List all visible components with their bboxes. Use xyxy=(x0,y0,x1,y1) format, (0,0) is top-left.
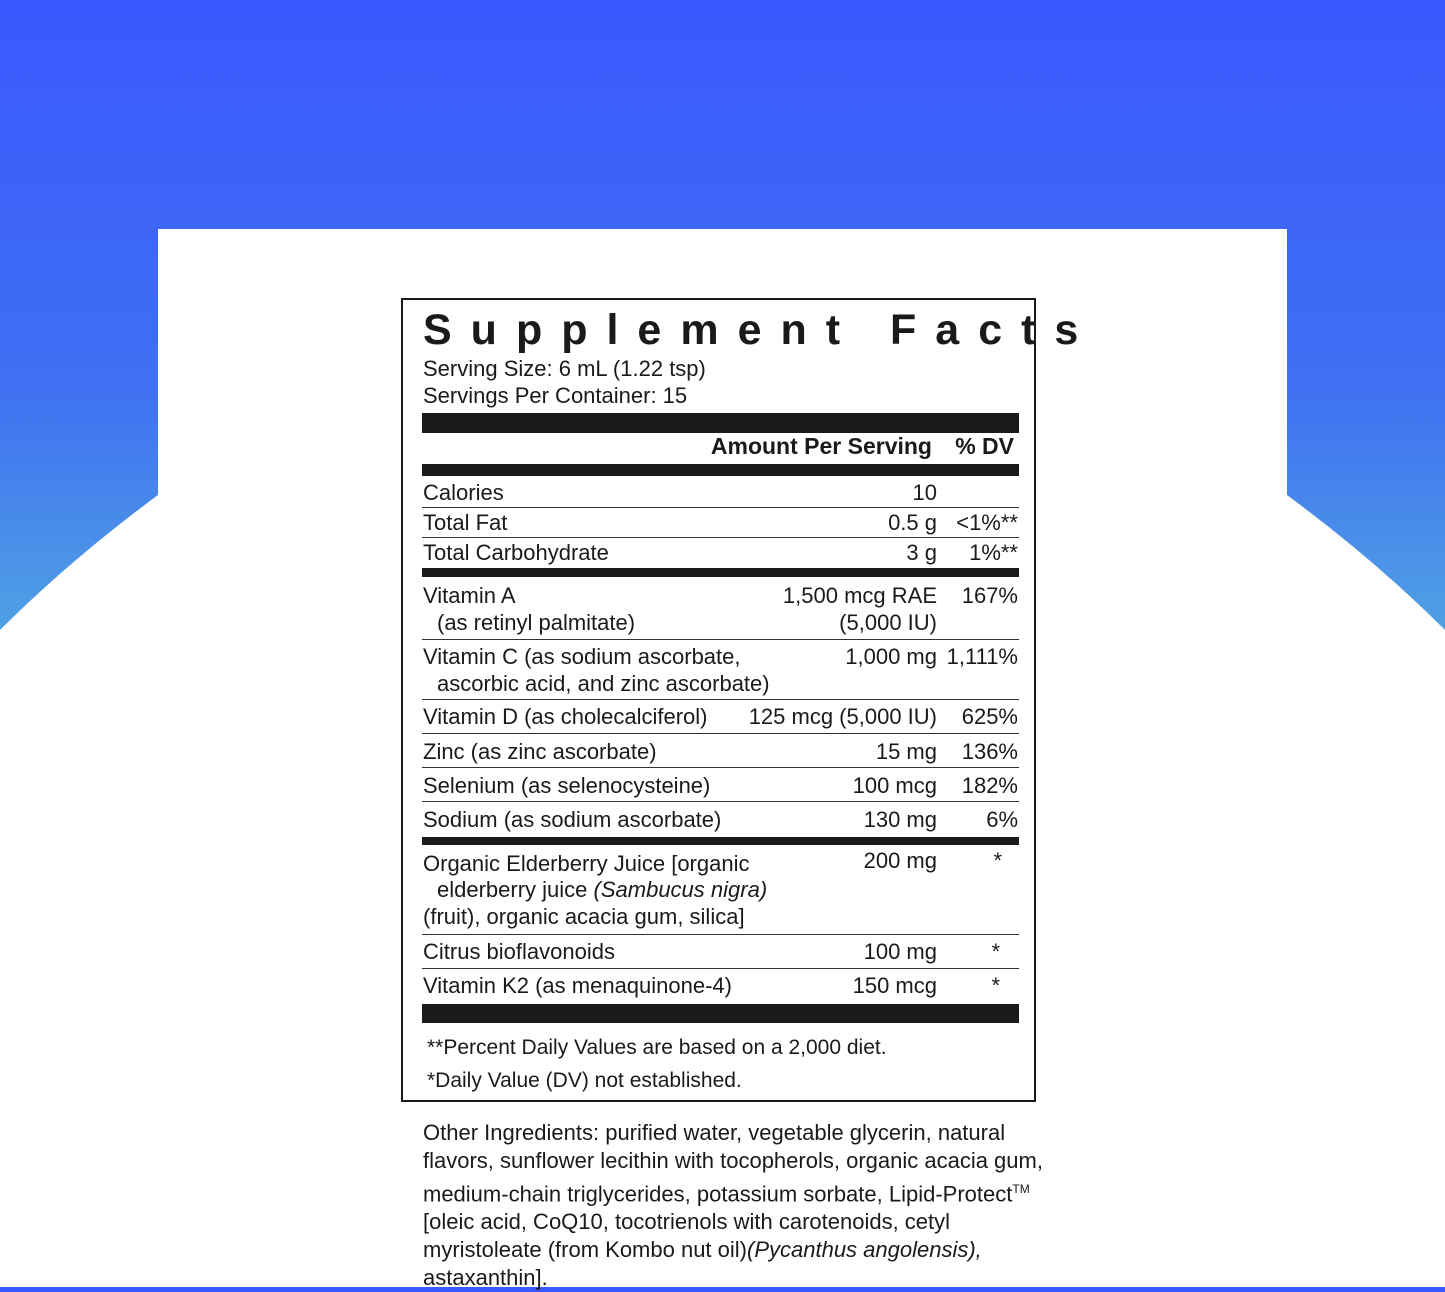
serving-size: Serving Size: 6 mL (1.22 tsp) xyxy=(423,356,706,381)
ingredient-amount: 100 mg xyxy=(863,939,937,964)
table-row xyxy=(422,935,1019,969)
nutrient-name: Zinc (as zinc ascorbate) xyxy=(423,739,657,764)
thick-divider xyxy=(422,1004,1019,1023)
table-row xyxy=(422,640,1019,700)
facts-title: Supplement Facts xyxy=(423,306,1098,354)
nutrient-amount: 15 mg xyxy=(875,739,937,764)
table-row xyxy=(422,768,1019,802)
table-row xyxy=(422,802,1019,835)
nutrient-name: Selenium (as selenocysteine) xyxy=(423,773,711,798)
nutrient-dv: 1%** xyxy=(969,540,1018,565)
nutrient-source: ascorbic acid, and zinc ascorbate) xyxy=(437,671,770,696)
dv-header: % DV xyxy=(955,433,1014,459)
table-row xyxy=(422,847,1019,935)
thick-divider xyxy=(422,837,1019,845)
table-row xyxy=(422,734,1019,768)
ingredient-name: Organic Elderberry Juice [organic xyxy=(423,851,750,876)
nutrient-amount: 100 mcg xyxy=(852,773,937,798)
nutrient-amount: 10 xyxy=(912,480,937,505)
nutrient-name: Vitamin C (as sodium ascorbate, xyxy=(423,644,741,669)
nutrient-amount: 125 mcg (5,000 IU) xyxy=(748,704,937,729)
ingredient-dv: * xyxy=(991,973,1000,998)
nutrient-name: Calories xyxy=(423,480,504,505)
nutrient-dv: 6% xyxy=(986,807,1018,832)
thick-divider xyxy=(422,568,1019,577)
ingredient-amount: 150 mcg xyxy=(852,973,937,998)
table-row xyxy=(422,700,1019,734)
amount-header: Amount Per Serving xyxy=(710,433,932,459)
nutrient-name: Sodium (as sodium ascorbate) xyxy=(423,807,722,832)
nutrient-amount: 1,500 mcg RAE xyxy=(782,583,937,608)
other-ingredients: Other Ingredients: purified water, vegetable glycerin, natural flavors, sunflower lecithin with tocopherols, organic acacia gum, medium-chain triglycerides, potassium sorbate, Lipid-Protect™ [oleic acid, CoQ10, tocotrienols with carotenoids, cetyl myristoleate (from Kombo nut oil)(Pycanthus angolensis), astaxanthin]. xyxy=(423,1120,1043,1291)
table-row xyxy=(422,538,1019,567)
ingredient-detail: elderberry juice (Sambucus nigra) xyxy=(437,877,768,902)
nutrient-amount: 3 g xyxy=(906,540,937,565)
ingredient-amount: 200 mg xyxy=(863,848,937,873)
nutrient-source: (as retinyl palmitate) xyxy=(437,610,636,635)
table-row xyxy=(422,969,1019,1002)
nutrient-amount: 1,000 mg xyxy=(845,644,937,669)
thick-divider xyxy=(422,464,1019,476)
table-row xyxy=(422,508,1019,538)
ingredient-dv: * xyxy=(993,848,1002,873)
nutrient-name: Vitamin A xyxy=(423,583,516,608)
nutrient-dv: 182% xyxy=(961,773,1018,798)
nutrient-dv: 136% xyxy=(961,739,1018,764)
nutrient-amount: 130 mg xyxy=(863,807,937,832)
footnote-dv-not-established: *Daily Value (DV) not established. xyxy=(427,1069,742,1092)
nutrient-dv: 1,111% xyxy=(946,644,1018,669)
ingredient-name: Vitamin K2 (as menaquinone-4) xyxy=(423,973,732,998)
supplement-facts-panel xyxy=(401,298,1098,1102)
thick-divider xyxy=(422,413,1019,433)
servings-per-container: Servings Per Container: 15 xyxy=(423,383,688,408)
table-row xyxy=(422,478,1019,508)
nutrient-name: Total Fat xyxy=(423,510,508,535)
footnote-dv-basis: **Percent Daily Values are based on a 2,000 diet. xyxy=(427,1036,887,1059)
ingredient-name: Citrus bioflavonoids xyxy=(423,939,615,964)
nutrient-name: Vitamin D (as cholecalciferol) xyxy=(423,704,708,729)
nutrient-name: Total Carbohydrate xyxy=(423,540,609,565)
nutrient-dv: 167% xyxy=(961,583,1018,608)
ingredient-detail: (fruit), organic acacia gum, silica] xyxy=(423,904,745,929)
nutrient-amount: 0.5 g xyxy=(888,510,937,535)
table-row xyxy=(422,580,1019,640)
ingredient-dv: * xyxy=(991,939,1000,964)
nutrient-dv: 625% xyxy=(961,704,1018,729)
nutrient-amount-iu: (5,000 IU) xyxy=(839,610,937,635)
nutrient-dv: <1%** xyxy=(956,510,1018,535)
